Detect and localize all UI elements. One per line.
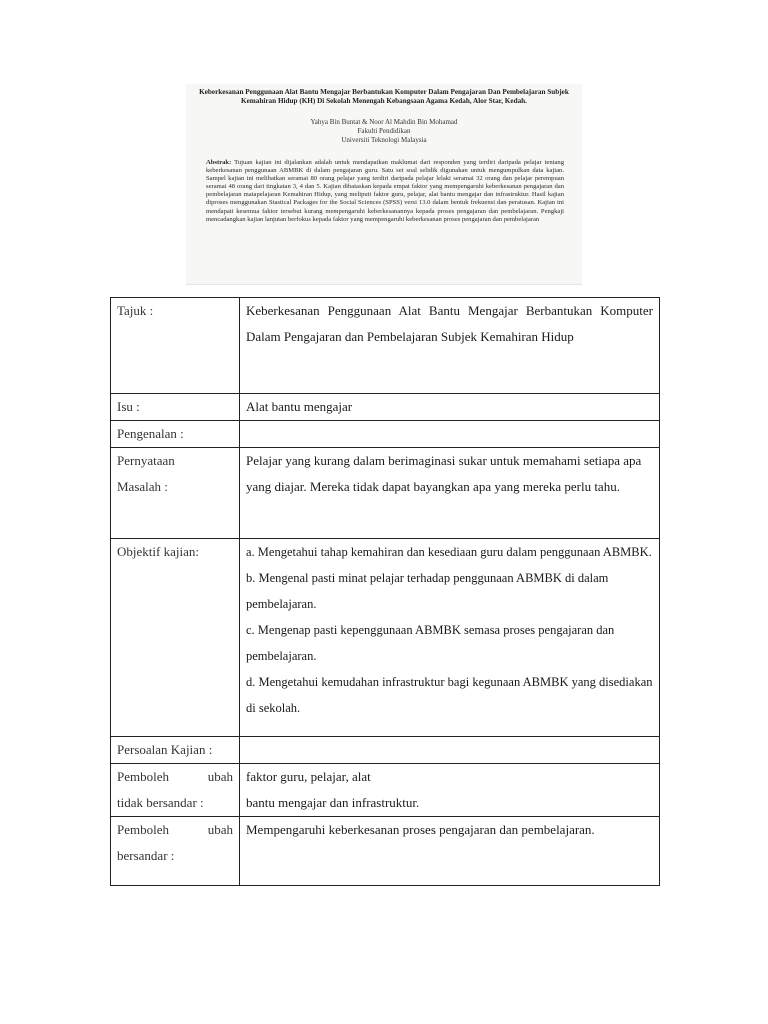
pernyataan-label: [111, 448, 240, 539]
row-isu: [111, 394, 660, 421]
row-persoalan: [111, 737, 660, 764]
row-bersandar: [111, 817, 660, 886]
scanned-abstract-image: [186, 84, 582, 285]
objektif-item: c. Mengenap pasti kepenggunaan ABMBK semasa proses pengajaran dan pembelajaran.: [246, 623, 615, 663]
pengenalan-label: Pengenalan :: [111, 421, 240, 448]
pernyataan-label-line2: Masalah :: [117, 479, 168, 494]
tidak-bersandar-label: [111, 764, 240, 817]
author-university: Universiti Teknologi Malaysia: [341, 136, 427, 144]
isu-value: Alat bantu mengajar: [240, 394, 660, 421]
bersandar-label-line1: Pemboleh ubah: [117, 822, 233, 837]
pernyataan-label-line1: Pernyataan: [117, 453, 175, 468]
tidak-bersandar-value: [240, 764, 660, 817]
bersandar-label: [111, 817, 240, 886]
persoalan-value: [240, 737, 660, 764]
tajuk-value: Keberkesanan Penggunaan Alat Bantu Mengajar Berbantukan Komputer Dalam Pengajaran dan Pembelajaran Subjek Kemahiran Hidup: [240, 298, 660, 394]
row-objektif: [111, 539, 660, 737]
objektif-item: d. Mengetahui kemudahan infrastruktur bagi kegunaan ABMBK yang disediakan di sekolah.: [246, 675, 653, 715]
abstract-text: Tujuan kajian ini dijalankan adalah untuk mendapatkan maklumat dari responden yang terdiri daripada pelajar tentang keberkesanan penggunaan ABMBK di dalam pengajaran guru. Satu set soal selidik digunakan untuk mengumpulkan data kajian. Sampel kajian ini melibatkan seramai 80 orang pelajar yang terdiri daripada pelajar lelaki seramai 32 orang dan pelajar perempuan seramai 48 orang dari tingkatan 3, 4 dan 5. Kajian dibataskan kepada empat faktor yang mempengaruhi keberkesanan pengajaran dan pembelajaran matapelajaran Kemahiran Hidup, yang meliputi faktor guru, pelajar, alat bantu mengajar dan infrastruktur. Hasil kajian diproses menggunakan Stastical Packages for the Social Sciences (SPSS) versi 13.0 dalam bentuk frekuensi dan peratusan. Kajian ini mendapati kesemua faktor tersebut kurang mempengaruhi keberkesanannya kepada proses pengajaran dan pembelajaran. Pengkaji mencadangkan kajian lanjutan berfokus kepada faktor yang mempengaruhi keberkesanan proses pengajaran dan pembelajaran: [206, 159, 565, 223]
tajuk-label: Tajuk :: [111, 298, 240, 394]
row-tajuk: [111, 298, 660, 394]
paper-authors: [186, 118, 582, 145]
abstract-label: Abstrak:: [206, 159, 232, 166]
paper-title: Keberkesanan Penggunaan Alat Bantu Mengajar Berbantukan Komputer Dalam Pengajaran Dan Pembelajaran Subjek Kemahiran Hidup (KH) Di Sekolah Menengah Kebangsaan Agama Kedah, Alor Star, Kedah.: [199, 88, 569, 105]
tidak-bersandar-value-line2: bantu mengajar dan infrastruktur.: [246, 795, 420, 810]
pernyataan-value: Pelajar yang kurang dalam berimaginasi sukar untuk memahami setiapa apa yang diajar. Mereka tidak dapat bayangkan apa yang mereka perlu tahu.: [240, 448, 660, 539]
paper-abstract: [206, 159, 564, 224]
bersandar-value: Mempengaruhi keberkesanan proses pengajaran dan pembelajaran.: [240, 817, 660, 886]
tidak-bersandar-label-line1: Pemboleh ubah: [117, 769, 233, 784]
tidak-bersandar-value-line1: faktor guru, pelajar, alat: [246, 769, 371, 784]
tidak-bersandar-label-line2: tidak bersandar :: [117, 795, 204, 810]
row-tidak-bersandar: [111, 764, 660, 817]
summary-table: [110, 297, 660, 886]
pengenalan-value: [240, 421, 660, 448]
objektif-item: b. Mengenal pasti minat pelajar terhadap penggunaan ABMBK di dalam pembelajaran.: [246, 571, 609, 611]
objektif-label: Objektif kajian:: [111, 539, 240, 737]
author-names: Yahya Bin Buntat & Noor Al Mahdin Bin Mohamad: [310, 118, 458, 126]
objektif-list: [240, 539, 660, 737]
isu-label: Isu :: [111, 394, 240, 421]
persoalan-label: Persoalan Kajian :: [111, 737, 240, 764]
row-pengenalan: [111, 421, 660, 448]
row-pernyataan-masalah: [111, 448, 660, 539]
bersandar-label-line2: bersandar :: [117, 848, 175, 863]
author-faculty: Fakulti Pendidikan: [357, 127, 411, 135]
objektif-item: a. Mengetahui tahap kemahiran dan kesediaan guru dalam penggunaan ABMBK.: [246, 545, 652, 559]
